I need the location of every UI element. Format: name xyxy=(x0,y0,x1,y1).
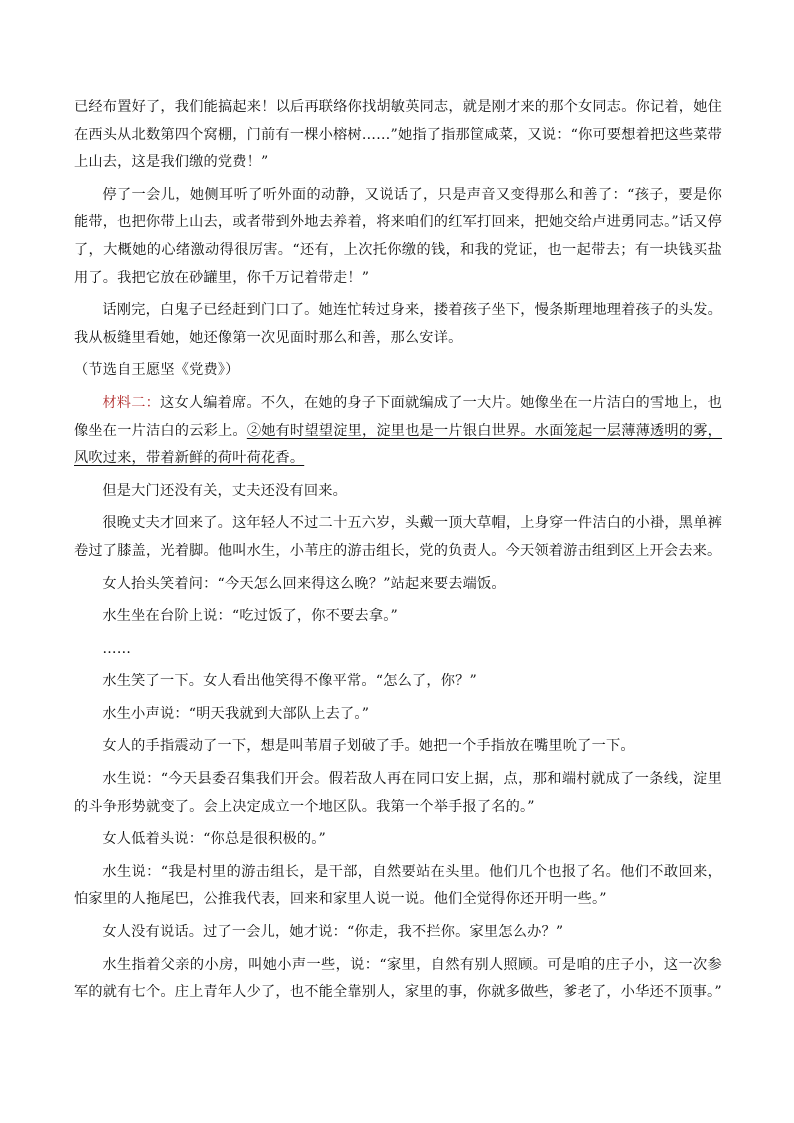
paragraph-10: 水生笑了一下。女人看出他笑得不像平常。“怎么了，你？” xyxy=(102,673,477,690)
paragraph-11: 水生小声说：“明天我就到大部队上去了。” xyxy=(102,705,370,722)
paragraph-13: 水生说：“今天县委召集我们开会。假若敌人再在同口安上据，点，那和端村就成了一条线，淀里的斗争形势就变了。会上决定成立一个地区队。我第一个举手报了名的。” xyxy=(74,771,722,815)
material-two-label: 材料二： xyxy=(102,394,161,411)
paragraph-2: 停了一会儿，她侧耳听了听外面的动静，又说话了，只是声音又变得那么和善了：“孩子，要是你能带，也把你带上山去，或者带到外地去养着，将来咱们的红军打回来，把她交给卢进勇同志。”话又停了，大概她的心绪激动得很厉害。“还有，上次托你缴的钱，和我的党证，也一起带去；有一块钱买盐用了。我把它放在砂罐里，你千万记着带走！” xyxy=(74,186,722,286)
paragraph-14: 女人低着头说：“你总是很积极的。” xyxy=(102,831,327,848)
paragraph-17: 水生指着父亲的小房，叫她小声一些，说：“家里，自然有别人照顾。可是咱的庄子小，这一次参军的就有七个。庄上青年人少了，也不能全靠别人，家里的事，你就多做些，爹老了，小华还不顶事。” xyxy=(74,956,722,1001)
paragraph-1: 已经布置好了，我们能搞起来！以后再联络你找胡敏英同志，就是刚才来的那个女同志。你记着，她住在西头从北数第四个窝棚，门前有一棵小榕树……”她指了指那筐咸菜，又说：“你可要想着把这些菜带上山去，这是我们缴的党费！” xyxy=(74,99,722,171)
paragraph-8: 水生坐在台阶上说：“吃过饭了，你不要去拿。” xyxy=(102,608,398,625)
ellipsis-line: …… xyxy=(102,640,132,657)
paragraph-7: 女人抬头笑着问：“今天怎么回来得这么晚？”站起来要去端饭。 xyxy=(102,575,506,592)
underlined-sentence: ②她有时望望淀里，淀里也是一片银白世界。水面笼起一层薄薄透明的雾，风吹过来，带着新鲜的荷叶荷花香。 xyxy=(74,422,723,467)
paragraph-6: 很晚丈夫才回来了。这年轻人不过二十五六岁，头戴一顶大草帽，上身穿一件洁白的小褂，黑单裤卷过了膝盖，光着脚。他叫水生，小苇庄的游击组长，党的负责人。今天领着游击组到区上开会去来。 xyxy=(74,515,722,559)
material-two-text: 这女人编着席。不久，在她的身子下面就编成了一大片。她像坐在一片洁白的雪地上，也像坐在一片洁白的云彩上。 xyxy=(74,394,722,439)
paragraph-material-two xyxy=(74,390,722,473)
source-citation: （节选自王愿坚《党费》） xyxy=(74,362,240,379)
paragraph-3: 话刚完，白鬼子已经赶到门口了。她连忙转过身来，搂着孩子坐下，慢条斯理地理着孩子的头发。我从板缝里看她，她还像第一次见面时那么和善，那么安详。 xyxy=(74,302,722,346)
document-page xyxy=(74,94,722,1007)
paragraph-16: 女人没有说话。过了一会儿，她才说：“你走，我不拦你。家里怎么办？” xyxy=(102,924,564,941)
paragraph-15: 水生说：“我是村里的游击组长，是干部，自然要站在头里。他们几个也报了名。他们不敢回来，怕家里的人拖尾巴，公推我代表，回来和家里人说一说。他们全觉得你还开明一些。” xyxy=(74,863,722,908)
paragraph-12: 女人的手指震动了一下，想是叫苇眉子划破了手。她把一个手指放在嘴里吮了一下。 xyxy=(102,738,635,755)
paragraph-5: 但是大门还没有关，丈夫还没有回来。 xyxy=(102,482,347,499)
